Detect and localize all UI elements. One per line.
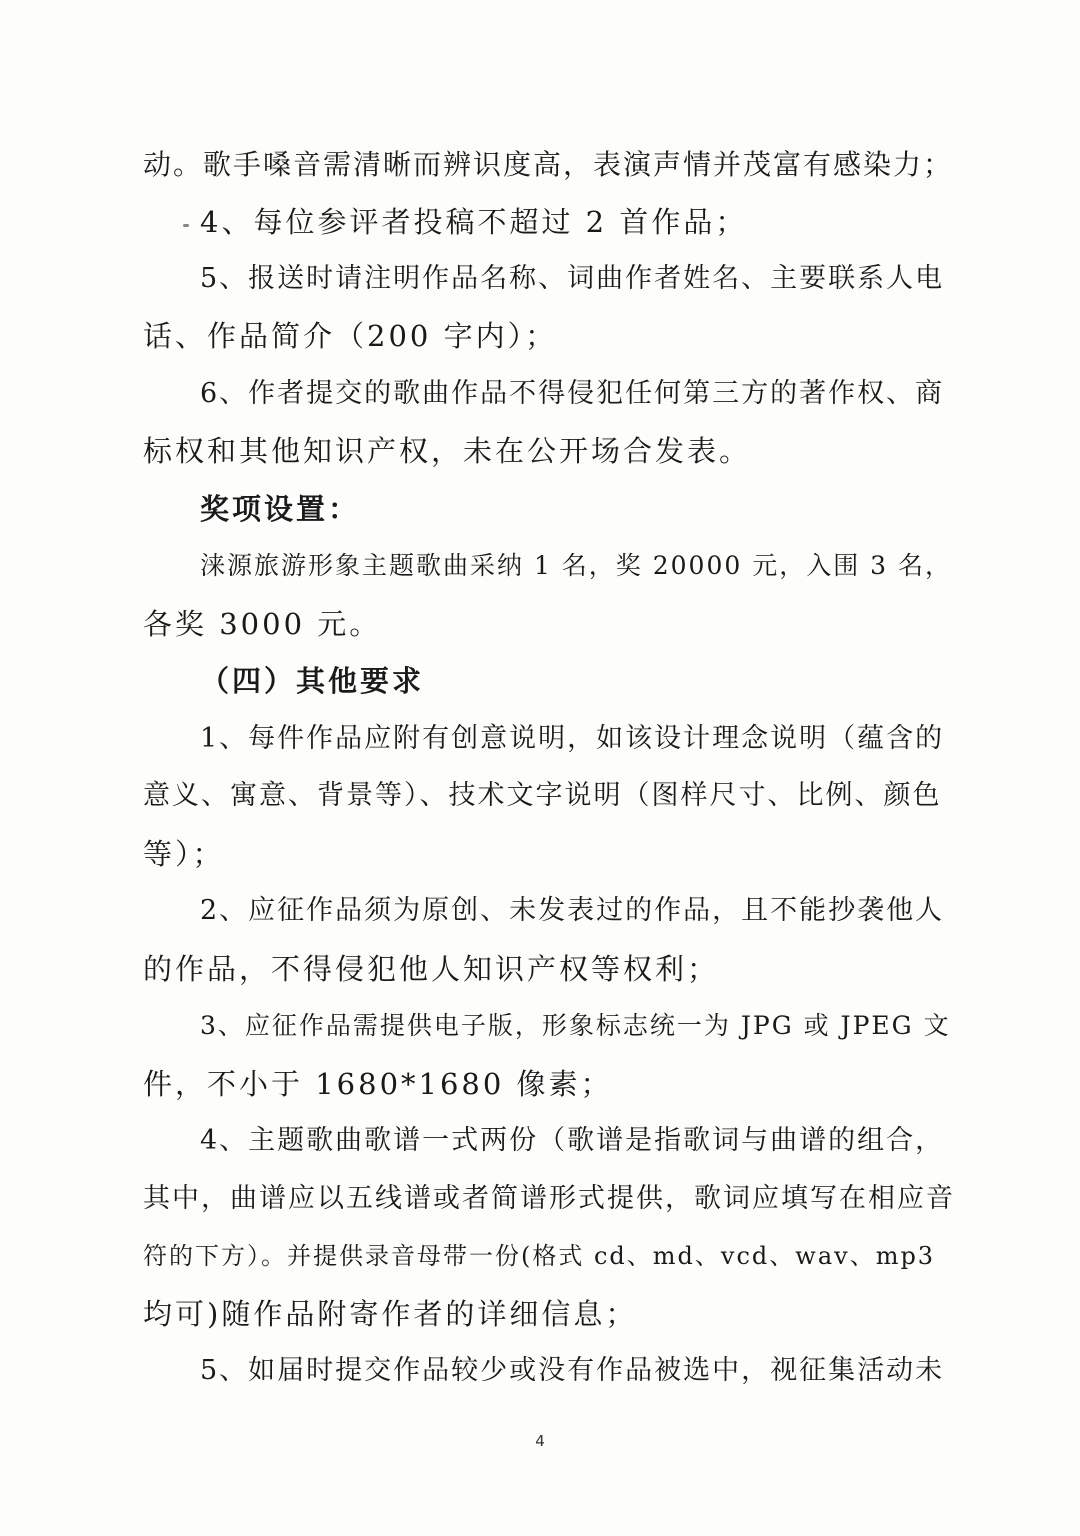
- text-line: 均可)随作品附寄作者的详细信息；: [143, 1297, 638, 1331]
- text-line: 涞源旅游形象主题歌曲采纳 1 名，奖 20000 元，入围 3 名，: [200, 551, 953, 580]
- text-line: 其中，曲谱应以五线谱或者简谱形式提供，歌词应填写在相应音: [143, 1183, 955, 1214]
- text-line: 符的下方）。并提供录音母带一份(格式 cd、md、vcd、wav、mp3: [143, 1242, 936, 1270]
- text-line: 意义、寓意、背景等）、技术文字说明（图样尺寸、比例、颜色: [143, 780, 942, 811]
- text-line: 5、报送时请注明作品名称、词曲作者姓名、主要联系人电: [200, 263, 945, 294]
- text-line: 6、作者提交的歌曲作品不得侵犯任何第三方的著作权、商: [200, 378, 945, 409]
- scan-speck: [183, 224, 189, 227]
- text-line: 等）；: [143, 837, 225, 871]
- text-line: 2、应征作品须为原创、未发表过的作品，且不能抄袭他人: [200, 895, 945, 926]
- text-line: 4、主题歌曲歌谱一式两份（歌谱是指歌词与曲谱的组合，: [200, 1125, 945, 1156]
- text-line: 标权和其他知识产权，未在公开场合发表。: [143, 434, 752, 468]
- text-line: 的作品，不得侵犯他人知识产权等权利；: [143, 952, 720, 986]
- text-line: 件，不小于 1680*1680 像素；: [143, 1067, 613, 1101]
- text-line: 3、应征作品需提供电子版，形象标志统一为 JPG 或 JPEG 文: [200, 1011, 951, 1040]
- text-line: 4、每位参评者投稿不超过 2 首作品；: [200, 205, 748, 239]
- section-heading: 奖项设置：: [200, 492, 361, 526]
- page-number: 4: [535, 1432, 545, 1450]
- text-line: 1、每件作品应附有创意说明，如该设计理念说明（蕴含的: [200, 723, 945, 754]
- text-line: 话、作品简介（200 字内）；: [143, 319, 558, 353]
- text-line: 各奖 3000 元。: [143, 607, 382, 641]
- text-line: 动。歌手嗓音需清晰而辨识度高，表演声情并茂富有感染力；: [143, 148, 954, 181]
- text-line: 5、如届时提交作品较少或没有作品被选中，视征集活动未: [200, 1355, 945, 1386]
- section-heading: （四）其他要求: [200, 664, 425, 698]
